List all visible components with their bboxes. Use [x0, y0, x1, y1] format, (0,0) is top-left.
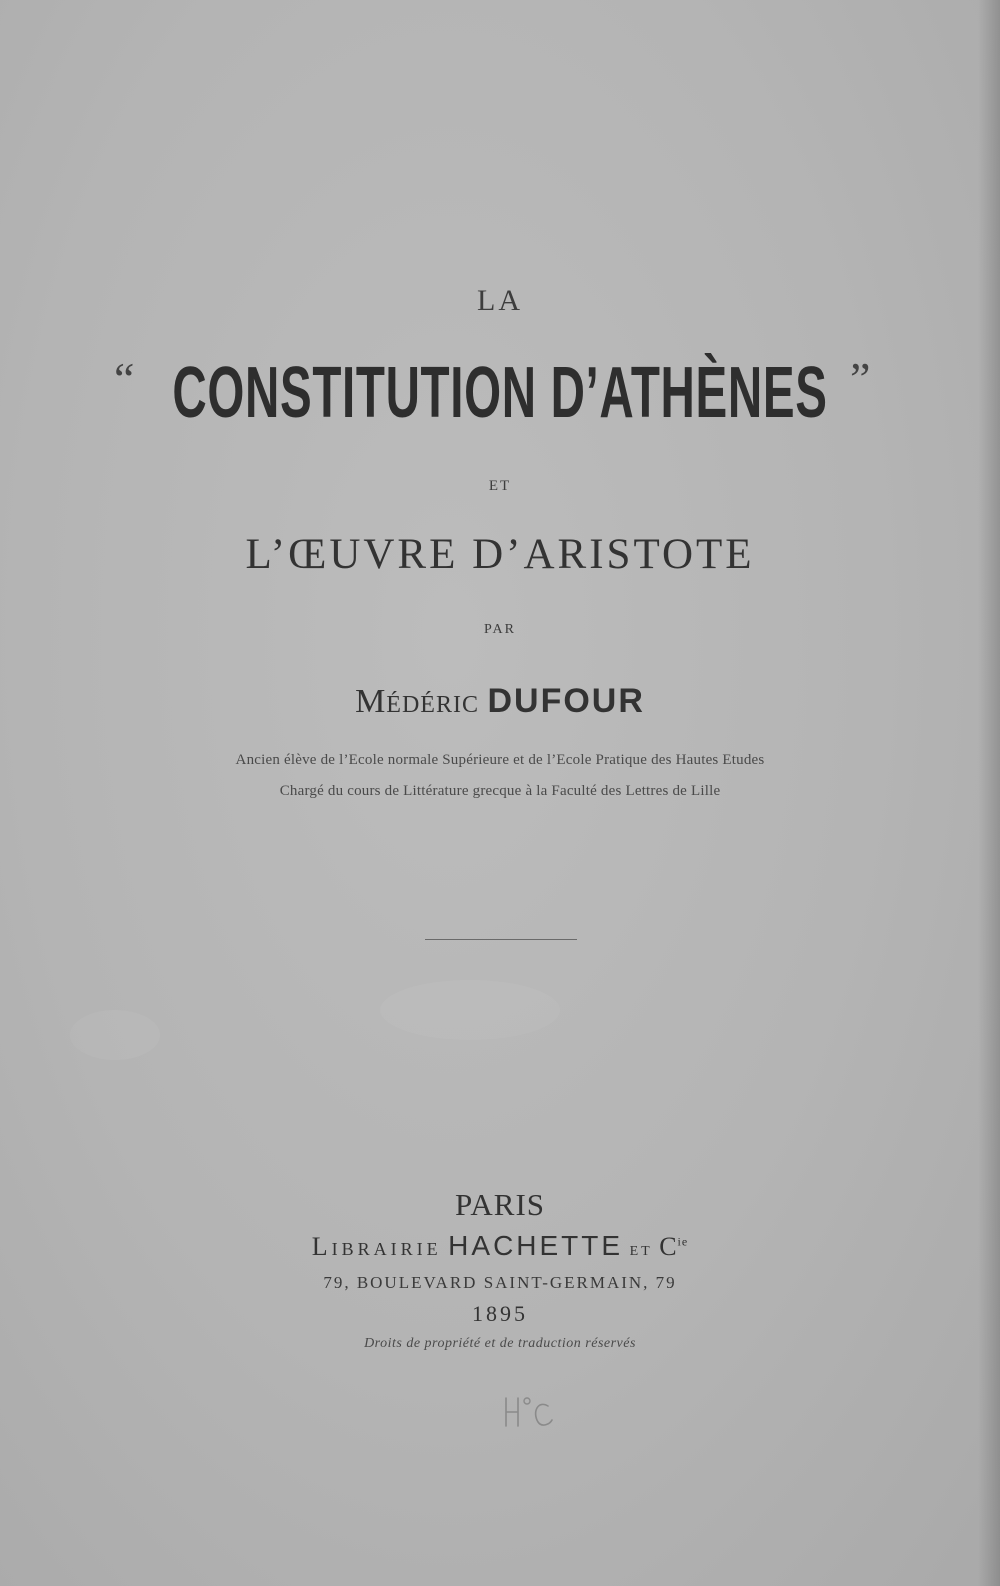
- author-credential: Ancien élève de l’Ecole normale Supérieure et de l’Ecole Pratique des Hautes Etudes: [235, 752, 765, 768]
- publisher-company: [659, 1232, 688, 1261]
- publisher-suffix: et: [629, 1238, 653, 1260]
- imprint-address: 79, BOULEVARD SAINT-GERMAIN, 79: [323, 1273, 677, 1292]
- author-last-name: DUFOUR: [487, 682, 645, 720]
- publisher-company-letter: C: [659, 1232, 678, 1261]
- by-label: PAR: [484, 622, 516, 637]
- publisher-company-superscript: ie: [677, 1234, 689, 1249]
- rights-notice: Droits de propriété et de traduction réservés: [364, 1336, 636, 1351]
- paper-crease: [380, 980, 560, 1040]
- imprint-publisher: [0, 1230, 1000, 1262]
- divider-rule: [425, 939, 577, 940]
- subtitle: L’ŒUVRE D’ARISTOTE: [245, 531, 755, 578]
- publisher-prefix: Librairie: [311, 1232, 442, 1261]
- title-open-quote: “: [114, 353, 135, 404]
- publisher-name: HACHETTE: [448, 1230, 624, 1261]
- handwritten-mark: [500, 1392, 560, 1432]
- title-conjunction: ET: [488, 478, 512, 494]
- imprint-year: 1895: [472, 1301, 528, 1326]
- title-close-quote: ”: [850, 353, 871, 404]
- author-first-name: Médéric: [355, 683, 479, 720]
- main-title: CONSTITUTION D’ATHÈNES: [172, 353, 828, 433]
- imprint-city: PARIS: [454, 1187, 546, 1222]
- title-kicker: LA: [477, 284, 523, 317]
- author-name: [0, 682, 1000, 721]
- author-credential: Chargé du cours de Littérature grecque à la Faculté des Lettres de Lille: [279, 783, 721, 799]
- paper-crease: [70, 1010, 160, 1060]
